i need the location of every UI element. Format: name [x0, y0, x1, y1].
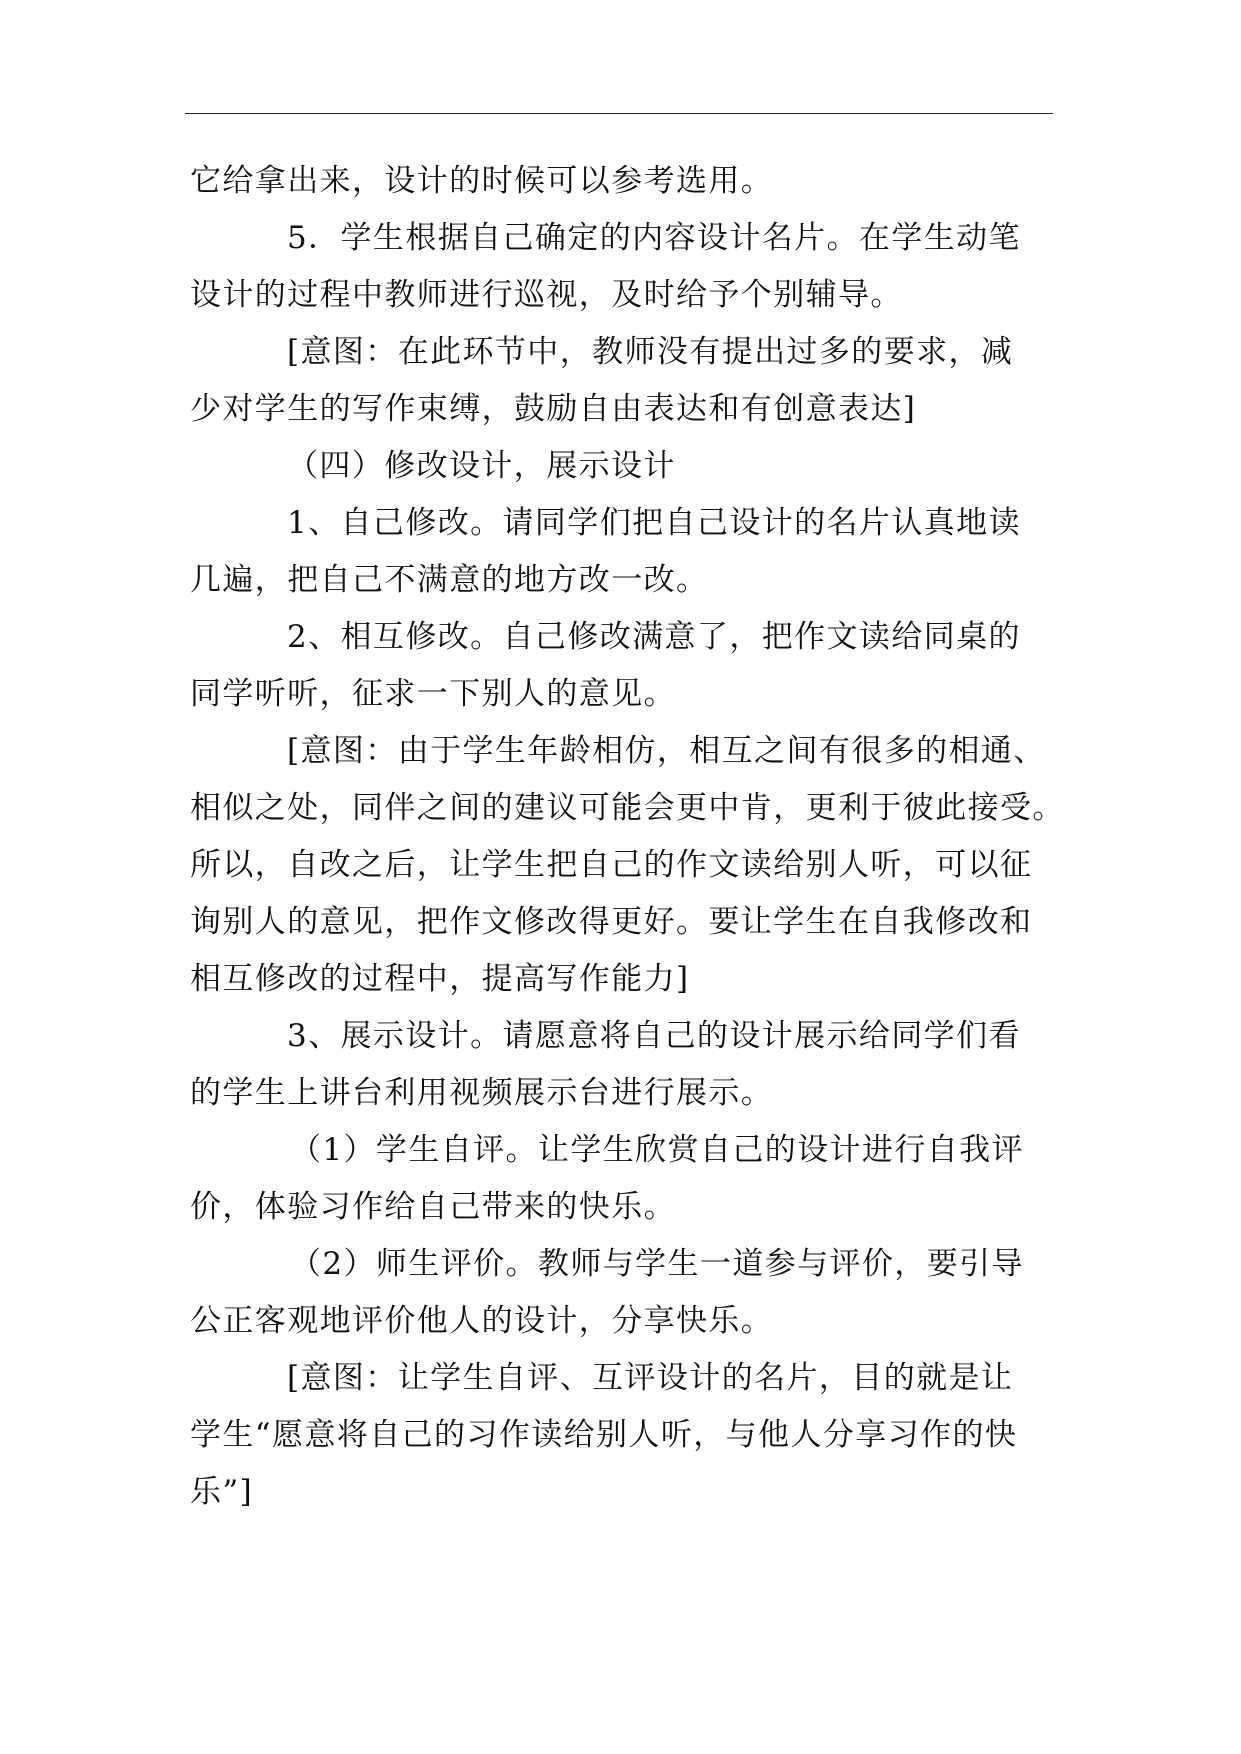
- section-heading: [190, 438, 1058, 495]
- paragraph-8: [190, 1008, 1058, 1122]
- header-rule: [185, 113, 1053, 114]
- paragraph-5: [190, 495, 1058, 609]
- text-line: （四）修改设计，展示设计: [287, 448, 676, 484]
- text-line: 询别人的意见，把作文修改得更好。要让学生在自我修改和: [190, 904, 1033, 940]
- text-line: 1、自己修改。请同学们把自己设计的名片认真地读: [287, 505, 1021, 541]
- text-line: [意图：在此环节中，教师没有提出过多的要求，减: [287, 334, 1014, 370]
- text-line: [意图：让学生自评、互评设计的名片，目的就是让: [287, 1360, 1014, 1396]
- text-line: 少对学生的写作束缚，鼓励自由表达和有创意表达]: [190, 391, 917, 427]
- paragraph-10: [190, 1236, 1058, 1350]
- paragraph-3-intent: [190, 324, 1058, 438]
- text-line: 它给拿出来，设计的时候可以参考选用。: [190, 163, 774, 199]
- text-line: （2）师生评价。教师与学生一道参与评价，要引导: [290, 1246, 1024, 1282]
- text-line: 相似之处，同伴之间的建议可能会更中肯，更利于彼此接受。: [190, 790, 1065, 826]
- text-line: 公正客观地评价他人的设计，分享快乐。: [190, 1303, 774, 1339]
- text-line: 几遍，把自己不满意的地方改一改。: [190, 562, 709, 598]
- paragraph-2: [190, 210, 1058, 324]
- text-line: 的学生上讲台利用视频展示台进行展示。: [190, 1075, 774, 1111]
- text-line: 学生“愿意将自己的习作读给别人听，与他人分享习作的快: [190, 1417, 1018, 1453]
- text-line: 所以，自改之后，让学生把自己的作文读给别人听，可以征: [190, 847, 1033, 883]
- text-line: 乐”]: [190, 1474, 254, 1510]
- text-line: 3、展示设计。请愿意将自己的设计展示给同学们看: [287, 1018, 1021, 1054]
- paragraph-9: [190, 1122, 1058, 1236]
- text-line: 2、相互修改。自己修改满意了，把作文读给同桌的: [287, 619, 1021, 655]
- text-line: （1）学生自评。让学生欣赏自己的设计进行自我评: [290, 1132, 1024, 1168]
- paragraph-11-intent: [190, 1350, 1058, 1521]
- document-body: [190, 153, 1065, 1521]
- text-line: [意图：由于学生年龄相仿，相互之间有很多的相通、: [287, 733, 1046, 769]
- text-line: 价，体验习作给自己带来的快乐。: [190, 1189, 676, 1225]
- text-line: 5．学生根据自己确定的内容设计名片。在学生动笔: [287, 220, 1021, 256]
- text-line: 相互修改的过程中，提高写作能力]: [190, 961, 690, 997]
- paragraph-6: [190, 609, 1058, 723]
- text-line: 同学听听，征求一下别人的意见。: [190, 676, 676, 712]
- text-line: 设计的过程中教师进行巡视，及时给予个别辅导。: [190, 277, 903, 313]
- paragraph-1: [190, 153, 1058, 210]
- paragraph-7-intent: [190, 723, 1065, 1008]
